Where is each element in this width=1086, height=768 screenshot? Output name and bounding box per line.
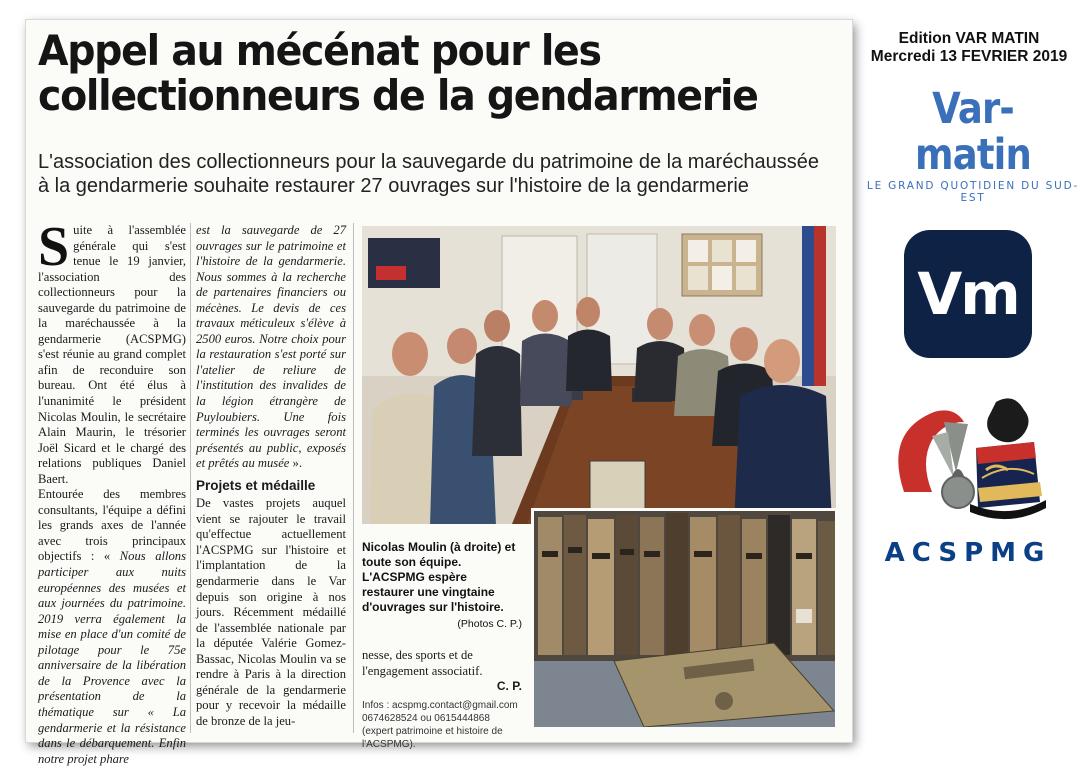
paragraph-2	[38, 487, 186, 767]
edition-label	[858, 30, 1080, 66]
varmatin-wordmark: Var-matin	[915, 84, 1031, 180]
drop-cap: S	[38, 216, 70, 278]
acspmg-emblem-icon	[884, 392, 1054, 534]
quote-end: ».	[289, 456, 302, 471]
paragraph-5: nesse, des sports et de l'engagement associatif.	[362, 648, 483, 678]
varmatin-logo	[866, 86, 1080, 204]
quote-text: Nous allons participer aux nuits européennes des musées et aux journées du patrimoine. 2019 verra également la mise en place d'un comité de pilotage pour le 75e anniversaire de la libération de la Provence avec la présentation de la thématique sur « La gendarmerie et la résistance dans le débarquement. Enfin notre projet phare	[38, 549, 186, 766]
subheading: Projets et médaille	[196, 477, 316, 493]
article-column-3	[362, 648, 522, 751]
edition-date: Mercredi 13 FEVRIER 2019	[870, 48, 1068, 65]
paragraph-1-text: uite à l'assemblée générale qui s'est tenue le 19 janvier, l'association des collectionneurs pour la sauvegarde du patrimoine de la maréchaussée à la gendarmerie (ACSPMG) s'est réunie au grand complet afin de reconduire son bureau. Ont été élus à l'unanimité le président Nicolas Moulin, le secrétaire Alain Maurin, le trésorier Joël Sicard et le chargé des relations publiques Daniel Baert.	[38, 223, 186, 486]
author-signature: C. P.	[496, 679, 522, 693]
article-column-1	[38, 216, 186, 767]
paragraph-4: De vastes projets auquel vient se rajouter le travail qu'effectue actuellement l'ACSPMG sur l'histoire et l'implantation de la gendarmerie dans le Var depuis son origine à nos jours. Récemment médaillé de l'assemblée nationale par la députée Valérie Gomez-Bassac, Nicolas Moulin va se rendre à Paris à la direction générale de la gendarmerie pour y recevoir la médaille de bronze de la jeu-	[196, 496, 346, 728]
books-photo-illustration	[534, 511, 835, 727]
paragraph-2-text: Entourée des membres consultants, l'équipe a défini les grands axes de l'année avec trois principaux objectifs : «	[38, 487, 186, 564]
caption-text: Nicolas Moulin (à droite) et toute son équipe. L'ACSPMG espère restaurer une vingtaine d'ouvrages sur l'histoire.	[362, 540, 516, 614]
photo-caption	[362, 540, 522, 632]
standfirst-line-2: à la gendarmerie souhaite restaurer 27 ouvrages sur l'histoire de la gendarmerie	[38, 175, 749, 197]
acspmg-logo-text: ACSPMG	[884, 538, 1052, 568]
photo-credit: (Photos C. P.)	[457, 618, 522, 630]
column-divider	[190, 223, 191, 733]
books-photo	[531, 508, 838, 730]
app-icon-text: Vm	[917, 260, 1019, 328]
quote-continued: est la sauvegarde de 27 ouvrages sur le patrimoine et l'histoire de la gendarmerie. Nous sommes à la recherche de partenaires financiers ou mécènes. Le devis de ces travaux méticuleux s'élève à 2500 euros. Notre choix pour la restauration s'est porté sur l'atelier de reliure de l'institution des invalides de la légion étrangère de Puyloubiers. Une fois terminés les ouvrages seront présentés au public, exposés et prêtés au musée	[196, 223, 346, 471]
headline-line-2: collectionneurs de la gendarmerie	[38, 71, 758, 120]
newspaper-clipping	[26, 20, 852, 766]
paragraph-3	[196, 223, 346, 472]
article-headline	[38, 28, 790, 118]
column-divider	[353, 223, 354, 733]
group-photo-illustration	[362, 226, 836, 524]
varmatin-tagline: LE GRAND QUOTIDIEN DU SUD-EST	[866, 180, 1080, 204]
edition-title: Edition VAR MATIN	[898, 30, 1040, 47]
contact-infos: Infos : acspmg.contact@gmail.com 0674628524 ou 0615444868 (expert patrimoine et histoire de l'ACSPMG).	[362, 699, 518, 750]
standfirst-line-1: L'association des collectionneurs pour la sauvegarde du patrimoine de la maréchaussée	[38, 151, 819, 173]
group-photo	[362, 226, 836, 524]
paragraph-1	[38, 216, 186, 487]
varmatin-app-icon	[904, 230, 1032, 358]
article-standfirst	[38, 150, 843, 198]
article-column-2	[196, 223, 346, 730]
headline-line-1: Appel au mécénat pour les	[38, 26, 601, 75]
